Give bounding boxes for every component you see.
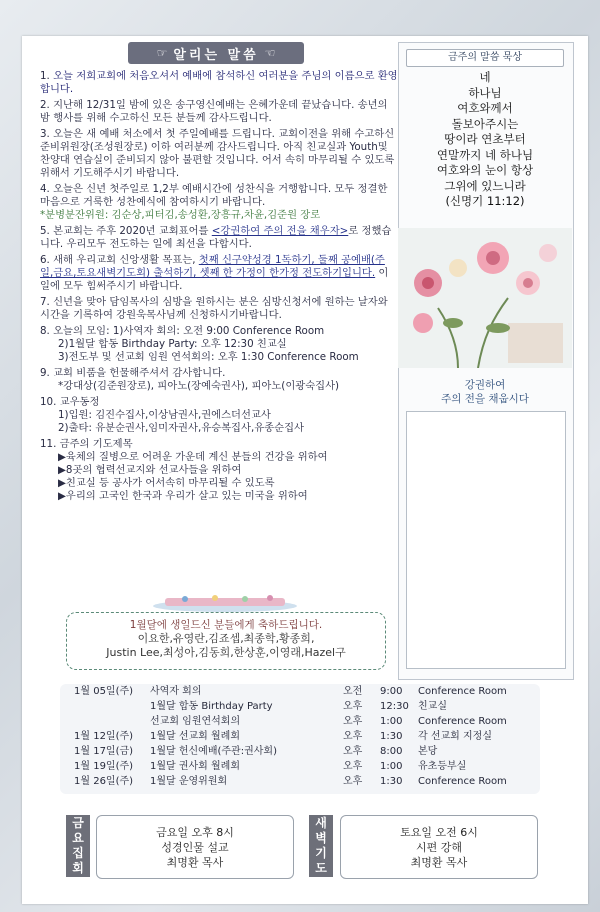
friday-service-box: [96, 815, 294, 879]
notice-6: 6. 새해 우리교회 신앙생활 목표는, 첫째 신구약성경 1독하기, 둘째 공예배(주일,금요,토요새벽기도회) 출석하기, 셋째 한 가정이 한가정 전도하기입니다. 이 일에 모두 힘써주시기 바랍니다.: [40, 254, 389, 292]
weekly-verse: [398, 70, 572, 210]
friday-time: 금요일 오후 8시: [156, 825, 234, 839]
notice-8: 8. 오늘의 모임: 1)사역자 회의: 오전 9:00 Conference Room: [40, 325, 325, 337]
schedule-row: 1월 17일(금) 1월달 헌신예배(주관:권사회) 오후 8:00 본당: [74, 746, 438, 757]
schedule-row: 선교회 임원연석회의 오후 1:00 Conference Room: [150, 716, 507, 727]
notice-9: 9. 교회 비품을 헌물해주셔서 감사합니다.: [40, 367, 226, 379]
dawn-prayer-box: [340, 815, 538, 879]
verse-line: 땅이라 연초부터: [444, 132, 526, 146]
friday-service-label: 금 요 집 회: [66, 815, 90, 877]
notice-2: 2. 지난해 12/31일 밤에 있은 송구영신예배는 은혜가운데 끝났습니다. 송년의 밤 행사를 위해 수고하신 모든 분들께 감사드립니다.: [40, 99, 388, 124]
birthday-title: 1월달에 생일드신 분들에게 축하드립니다.: [129, 619, 323, 631]
schedule-row: 1월 19일(주) 1월달 권사회 월례회 오후 1:00 유초등부실: [74, 761, 467, 772]
member-news-item: 2)출타: 유분순권사,임미자권사,유승복집사,유종순집사: [58, 422, 304, 434]
cake-illustration: [145, 592, 305, 614]
verse-line: 돌보아주시는: [451, 116, 519, 131]
prayer-item: ▶친교실 등 공사가 어서속히 마무리될 수 있도록: [58, 477, 275, 489]
notice-text: 지난해 12/31일 밤에 있은 송구영신예배는 은혜가운데 끝났습니다. 송년의 밤 행사를 위해 수고하신 모든 분들께 감사드립니다.: [40, 99, 388, 124]
verse-reference: (신명기 11:12): [445, 194, 525, 208]
meeting-item: 3)전도부 및 선교회 임원 연석회의: 오후 1:30 Conference Room: [58, 351, 359, 363]
dawn-time: 토요일 오전 6시: [400, 825, 478, 839]
notice-7: 7. 신년을 맞아 담임목사의 심방을 원하시는 분은 심방신청서에 원하는 날자와 시간을 기록하여 강원욱목사님께 신청하시기바랍니다.: [40, 296, 388, 321]
notice-text: 오늘은 신년 첫주일로 1,2부 예배시간에 성찬식을 거행합니다. 모두 정결한 마음으로 거룩한 성찬예식에 참여하시기 바랍니다.: [40, 183, 388, 208]
motto-line: 주의 전을 채웁시다: [441, 393, 529, 405]
notice-4: 4. 오늘은 신년 첫주일로 1,2부 예배시간에 성찬식을 거행합니다. 모두 정결한 마음으로 거룩한 성찬예식에 참여하시기 바랍니다. *분병분잔위원: 김순상,피터김,송성환,장흥규,차윤,김준원 장로: [40, 183, 388, 221]
prayer-item: ▶육체의 질병으로 어려운 가운데 계신 분들의 건강을 위하여: [58, 451, 328, 463]
verse-line: 여호와께서: [457, 101, 513, 115]
schedule-row: 1월 12일(주) 1월달 선교회 월례회 오후 1:30 각 선교회 지정실: [74, 731, 492, 742]
notices-title: [128, 42, 304, 64]
notice-text: 오늘 저희교회에 처음오셔서 예배에 참석하신 여러분을 주님의 이름으로 환영합니다.: [40, 70, 398, 95]
dawn-prayer-label: 새 벽 기 도: [309, 815, 333, 877]
schedule-row: 1월달 합동 Birthday Party 오후 12:30 친교실: [150, 701, 447, 712]
verse-line: 네: [479, 70, 491, 84]
verse-line: 여호와의 눈이 항상: [436, 163, 534, 177]
verse-line: 그위에 있느니라: [444, 178, 526, 193]
donation-detail: *강대상(김준원장로), 피아노(장예숙권사), 피아노(이광숙집사): [58, 380, 340, 392]
dawn-preacher: 최명환 목사: [410, 855, 468, 869]
schedule-row: 1월 26일(주) 1월달 운영위원회 오후 1:30 Conference Room: [74, 776, 507, 787]
notice-5: 5. 본교회는 주후 2020년 교회표어를 <강권하여 주의 전을 채우자>로 정했습니다. 우리모두 전도하는 일에 최선을 다합시다.: [40, 225, 392, 250]
verse-title: 금주의 말씀 묵상: [406, 49, 564, 67]
prayer-item: ▶우리의 고국인 한국과 우리가 살고 있는 미국을 위하여: [58, 490, 308, 502]
notice-10: 10. 교우동정: [40, 396, 100, 408]
pointing-hand-right-icon: ☜: [264, 46, 276, 60]
notice-3: 3. 오늘은 새 예배 처소에서 첫 주일예배를 드립니다. 교회이전을 위해 수고하신 준비위원장(조성원장로) 이하 여러분께 감사드립니다. 아직 친교실과 Youth및 찬양대 연습실이 준비되지 않아 불편할 것입니다. 어서 속히 마무리될 수 있도록 위해서 기도해주시기 바랍니다.: [40, 128, 395, 179]
schedule-row: 1월 05일(주) 사역자 회의 오전 9:00 Conference Room: [74, 686, 507, 697]
dawn-topic: 시편 강해: [415, 840, 462, 854]
notices-list: [40, 70, 398, 503]
birthday-box: [66, 612, 386, 670]
meeting-item: 2)1월달 합동 Birthday Party: 오후 12:30 친교실: [58, 338, 287, 350]
flower-photo: [398, 228, 572, 368]
notices-title-text: 알리는 말씀: [173, 47, 259, 63]
verse-line: 연말까지 네 하나님: [436, 147, 534, 162]
meeting-item: 1)사역자 회의: 오전 9:00 Conference Room: [112, 325, 325, 337]
communion-servers: *분병분잔위원: 김순상,피터김,송성환,장흥규,차윤,김준원 장로: [40, 209, 321, 221]
friday-preacher: 최명환 목사: [166, 855, 224, 869]
prayer-item: ▶8곳의 협력선교지와 선교사들을 위하여: [58, 464, 242, 476]
schedule-table: [60, 684, 540, 794]
birthday-names-line: 이요한,유영란,김죠셉,최종학,황종희,: [137, 632, 315, 645]
motto-line: 강권하여: [464, 379, 506, 391]
church-motto: [398, 378, 572, 406]
pointing-hand-left-icon: ☞: [156, 46, 168, 60]
member-news-item: 1)입원: 김진수집사,이상남권사,권에스더선교사: [58, 409, 271, 421]
sidebar-empty-box: [406, 411, 566, 669]
birthday-names-line: Justin Lee,최성아,김동희,한상훈,이영래,Hazel구: [106, 646, 346, 659]
friday-topic: 성경인물 설교: [161, 840, 229, 854]
notice-1: 1. 오늘 저희교회에 처음오셔서 예배에 참석하신 여러분을 주님의 이름으로 환영합니다.: [40, 70, 398, 95]
notice-text: 신년을 맞아 담임목사의 심방을 원하시는 분은 심방신청서에 원하는 날자와 시간을 기록하여 강원욱목사님께 신청하시기바랍니다.: [40, 296, 388, 321]
faith-goals-link[interactable]: 첫째 신구약성경 1독하기, 둘째 공예배(주일,금요,토요새벽기도회) 출석하기, 셋째 한 가정이 한가정 전도하기입니다.: [40, 254, 385, 279]
church-motto-link[interactable]: <강권하여 주의 전을 채우자>: [211, 225, 349, 237]
verse-line: 하나님: [468, 85, 502, 100]
notice-text: 오늘은 새 예배 처소에서 첫 주일예배를 드립니다. 교회이전을 위해 수고하신 준비위원장(조성원장로) 이하 여러분께 감사드립니다. 아직 친교실과 Youth및 찬양대 연습실이 준비되지 않아 불편할 것입니다. 어서 속히 마무리될 수 있도록 위해서 기도해주시기 바랍니다.: [40, 128, 395, 179]
notice-11: 11. 금주의 기도제목: [40, 438, 133, 450]
